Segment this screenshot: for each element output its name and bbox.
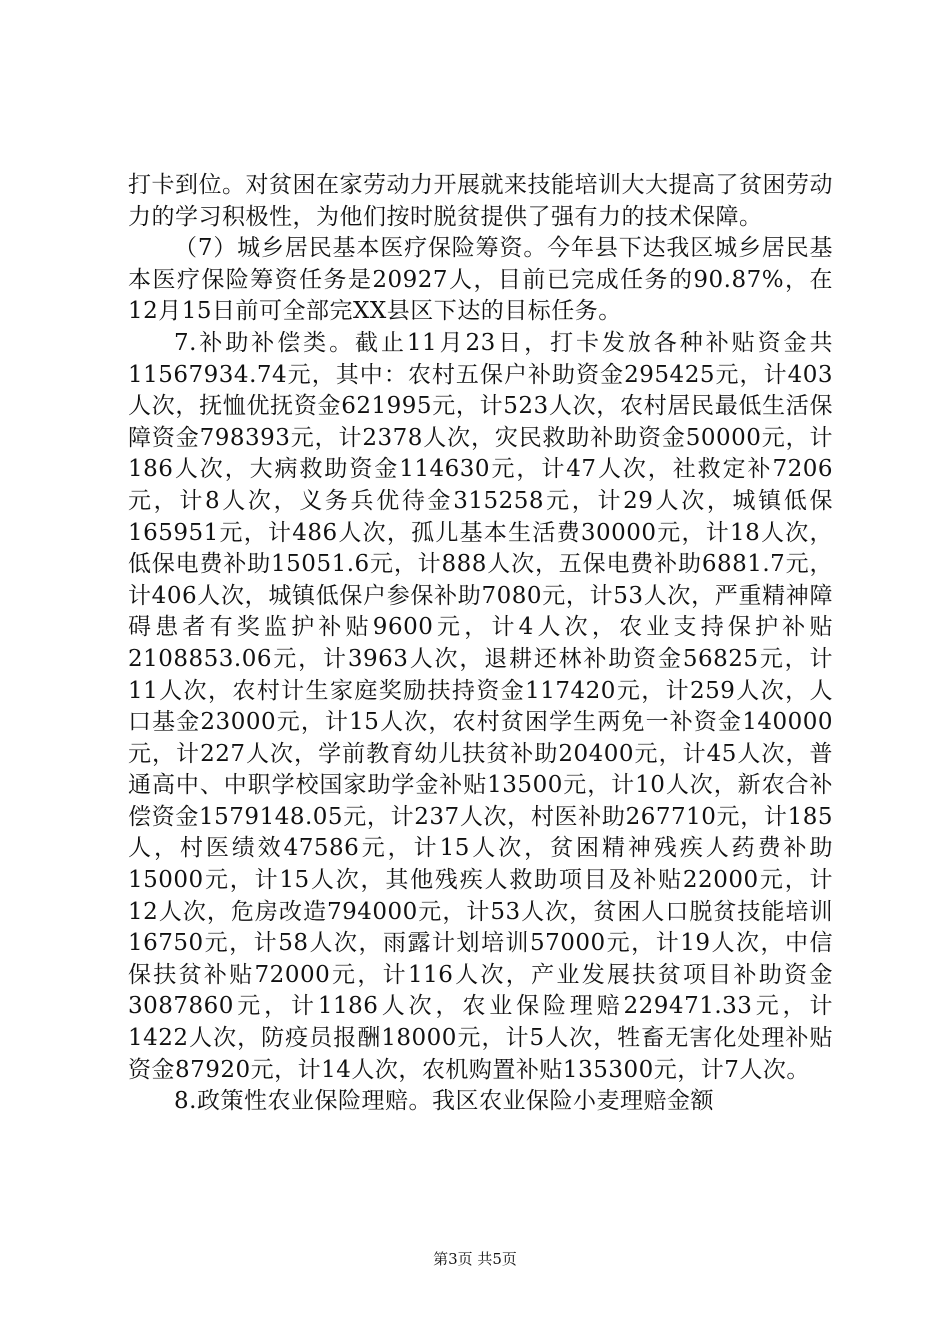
- paragraph-continuation: 打卡到位。对贫困在家劳动力开展就来技能培训大大提高了贫困劳动力的学习积极性，为他们按时脱贫提供了强有力的技术保障。: [128, 172, 833, 230]
- paragraph-subsidy: 7.补助补偿类。截止11月23日，打卡发放各种补贴资金共11567934.74元，其中：农村五保户补助资金295425元，计403人次，抚恤优抚资金621995元，计523人次，农村居民最低生活保障资金798393元，计2378人次，灾民救助补助资金50000元，计186人次，大病救助资金114630元，计47人次，社救定补7206元，计8人次，义务兵优待金315258元，计29人次，城镇低保165951元，计486人次，孤儿基本生活费30000元，计18人次，低保电费补助15051.6元，计888人次，五保电费补助6881.7元，计406人次，城镇低保户参保补助7080元，计53人次，严重精神障碍患者有奖监护补贴9600元，计4人次，农业支持保护补贴2108853.06元，计3963人次，退耕还林补助资金56825元，计11人次，农村计生家庭奖励扶持资金117420元，计259人次，人口基金23000元，计15人次，农村贫困学生两免一补资金140000元，计227人次，学前教育幼儿扶贫补助20400元，计45人次，普通高中、中职学校国家助学金补贴13500元，计10人次，新农合补偿资金1579148.05元，计237人次，村医补助267710元，计185人，村医绩效47586元，计15人次，贫困精神残疾人药费补助15000元，计15人次，其他残疾人救助项目及补贴22000元，计12人次，危房改造794000元，计53人次，贫困人口脱贫技能培训16750元，计58人次，雨露计划培训57000元，计19人次，中信保扶贫补贴72000元，计116人次，产业发展扶贫项目补助资金3087860元，计1186人次，农业保险理赔229471.33元，计1422人次，防疫员报酬18000元，计5人次，牲畜无害化处理补贴资金87920元，计14人次，农机购置补贴135300元，计7人次。: [128, 329, 833, 1083]
- page-number: 第3页 共5页: [433, 1250, 517, 1268]
- paragraph-agri-insurance: 8.政策性农业保险理赔。我区农业保险小麦理赔金额: [174, 1088, 714, 1115]
- document-body: [128, 170, 833, 1118]
- paragraph-medical-insurance: （7）城乡居民基本医疗保险筹资。今年县下达我区城乡居民基本医疗保险筹资任务是20927人，目前已完成任务的90.87%，在12月15日前可全部完XX县区下达的目标任务。: [128, 235, 833, 325]
